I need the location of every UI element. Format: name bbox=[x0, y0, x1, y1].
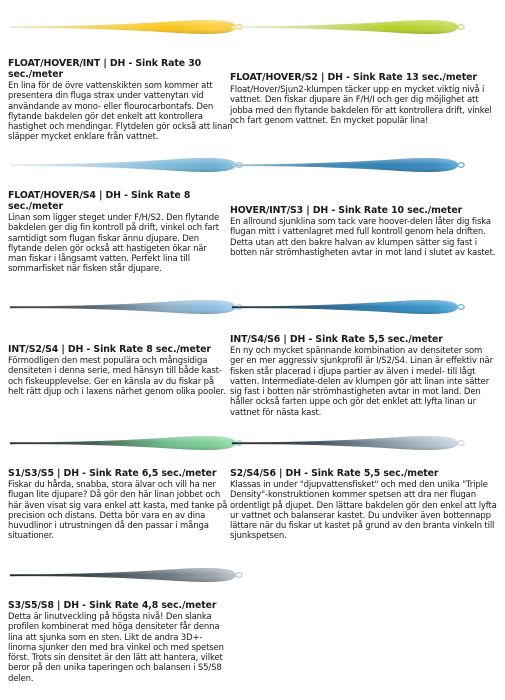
fly-line-shape bbox=[230, 428, 466, 458]
fly-line-description: En allround sjunklina som tack vare hoover-delen låter dig fiska flugan mitt i vattenlagret med full kontroll genom hela driften. Detta utan att den bakre halvan av klumpen sätter sig fast i botten när strömhastigheten avtar in mot land i slutet av kastet. bbox=[230, 217, 496, 258]
fly-line-shape bbox=[8, 292, 244, 322]
fly-line-card bbox=[8, 150, 244, 310]
fly-line-description: Fiskar du hårda, snabba, stora älvar och vill ha ner flugan lite djupare? Då gör den här linan jobbet och här även visat sig vara enkel att kasta, med tanke på precision och distans. Detta bör vara en av dina huvudlinor i utrustningen då den passar i många situationer. bbox=[8, 480, 228, 542]
fly-line-image bbox=[8, 12, 244, 42]
fly-line-title: HOVER/INT/S3 | DH - Sink Rate 10 sec./meter bbox=[230, 205, 463, 216]
fly-line-card bbox=[230, 292, 500, 442]
fly-line-card bbox=[230, 428, 500, 568]
fly-line-title: INT/S4/S6 | DH - Sink Rate 5,5 sec./meter bbox=[230, 334, 443, 345]
fly-line-card bbox=[8, 560, 244, 700]
welded-loop bbox=[458, 163, 464, 168]
fly-line-shape bbox=[230, 150, 466, 180]
fly-line-card bbox=[230, 8, 500, 168]
fly-line-title: S3/S5/S8 | DH - Sink Rate 4,8 sec./meter bbox=[8, 600, 217, 611]
fly-line-description: En ny och mycket spännande kombination av densiteter som ger en mer aggressiv sjunkprofil är I/S2/S4. Linan är effektiv när fisken står placerad i djupa partier av älven i medel- till lågt vatten. Intermediate-delen av klumpen gör att linan inte sätter sig fast i botten när strömhastigheten avtar in mot land. Den håller också farten uppe och gör det enklet att lyfta linan ur vattnet för nästa kast. bbox=[230, 346, 493, 418]
fly-line-card bbox=[8, 428, 244, 558]
fly-line-shape bbox=[8, 12, 244, 42]
welded-loop bbox=[458, 305, 464, 310]
welded-loop bbox=[458, 25, 464, 30]
fly-line-shape bbox=[230, 292, 466, 322]
fly-line-title: FLOAT/HOVER/S2 | DH - Sink Rate 13 sec./meter bbox=[230, 72, 477, 83]
fly-line-shape bbox=[230, 12, 466, 42]
fly-line-image bbox=[230, 150, 466, 180]
fly-line-title: INT/S2/S4 | DH - Sink Rate 8 sec./meter bbox=[8, 344, 211, 355]
fly-line-shape bbox=[8, 560, 244, 590]
fly-line-description: Float/Hover/Sjun2-klumpen täcker upp en mycket viktig nivå i vattnet. Den fiskar djupare än F/H/I och ger dig möjlighet att jobba med den flytande bakdelen för att kontrollera drift, vinkel och fart genom vattnet. En mycket populär lina! bbox=[230, 85, 492, 126]
fly-line-image bbox=[8, 292, 244, 322]
fly-line-description: Förmodligen den mest populära och mångsidiga densiteten i denna serie, med hänsyn till både kast- och fiskeupplevelse. Ger en känsla av du fiskar på helt rätt djup och i laxens närhet genom olika pooler. bbox=[8, 356, 226, 397]
fly-line-description: En lina för de övre vattenskikten som kommer att presentera din fluga strax under vattenytan vid användande av mono- eller flourocarbontafs. Den flytande bakdelen gör det enkelt att kontrollera hastighet och mendingar. Flytdelen gör också att linan släpper mycket enklare från vattnet. bbox=[8, 81, 233, 143]
fly-line-shape bbox=[8, 150, 244, 180]
welded-loop bbox=[458, 441, 464, 446]
fly-line-card bbox=[8, 292, 244, 422]
fly-line-image bbox=[8, 150, 244, 180]
fly-line-description: Detta är linutveckling på högsta nivå! Den slanka profilen kombinerat med höga densiteter får denna lina att sjunka som en sten. Likt de andra 3D+-linorna sjunker den med bra vinkel och med spetsen först. Trots sin densitet är den lätt att hantera, vilket beror på den unika taperingen och balansen i S5/S8 delen. bbox=[8, 612, 224, 684]
fly-line-description: Linan som ligger steget under F/H/S2. Den flytande bakdelen ger dig fin kontroll på drift, vinkel och fart samtidigt som flugan fiskar ännu djupare. Den flytande delen gör också att hastigeten ökar när man fiskar i långsamt vatten. Perfekt lina till sommarfisket när fisken står djupare. bbox=[8, 213, 220, 275]
fly-line-image bbox=[230, 12, 466, 42]
fly-line-image bbox=[230, 428, 466, 458]
fly-line-description: Klassas in under "djupvattensfisket" och med den unika "Triple Density"-konstruktionen kommer spetsen att dra ner flugan ordentligt på djupet. Den lättare bakdelen gör den enkel att lyfta ur vattnet och balanserar kastet. Du undviker även bottennapp lättare när du fiskar ut kastet på grund av den branta vinkeln till sjunkspetsen. bbox=[230, 480, 497, 542]
fly-line-image bbox=[230, 292, 466, 322]
fly-line-shape bbox=[8, 428, 244, 458]
fly-line-title: S1/S3/S5 | DH - Sink Rate 6,5 sec./meter bbox=[8, 468, 217, 479]
fly-line-title: FLOAT/HOVER/INT | DH - Sink Rate 30 sec./meter bbox=[8, 58, 202, 80]
fly-line-image bbox=[8, 560, 244, 590]
fly-line-title: S2/S4/S6 | DH - Sink Rate 5,5 sec./meter bbox=[230, 468, 439, 479]
fly-line-image bbox=[8, 428, 244, 458]
fly-line-title: FLOAT/HOVER/S4 | DH - Sink Rate 8 sec./meter bbox=[8, 190, 191, 212]
welded-loop bbox=[236, 573, 242, 578]
fly-line-card bbox=[8, 8, 244, 168]
fly-line-card bbox=[230, 150, 500, 290]
